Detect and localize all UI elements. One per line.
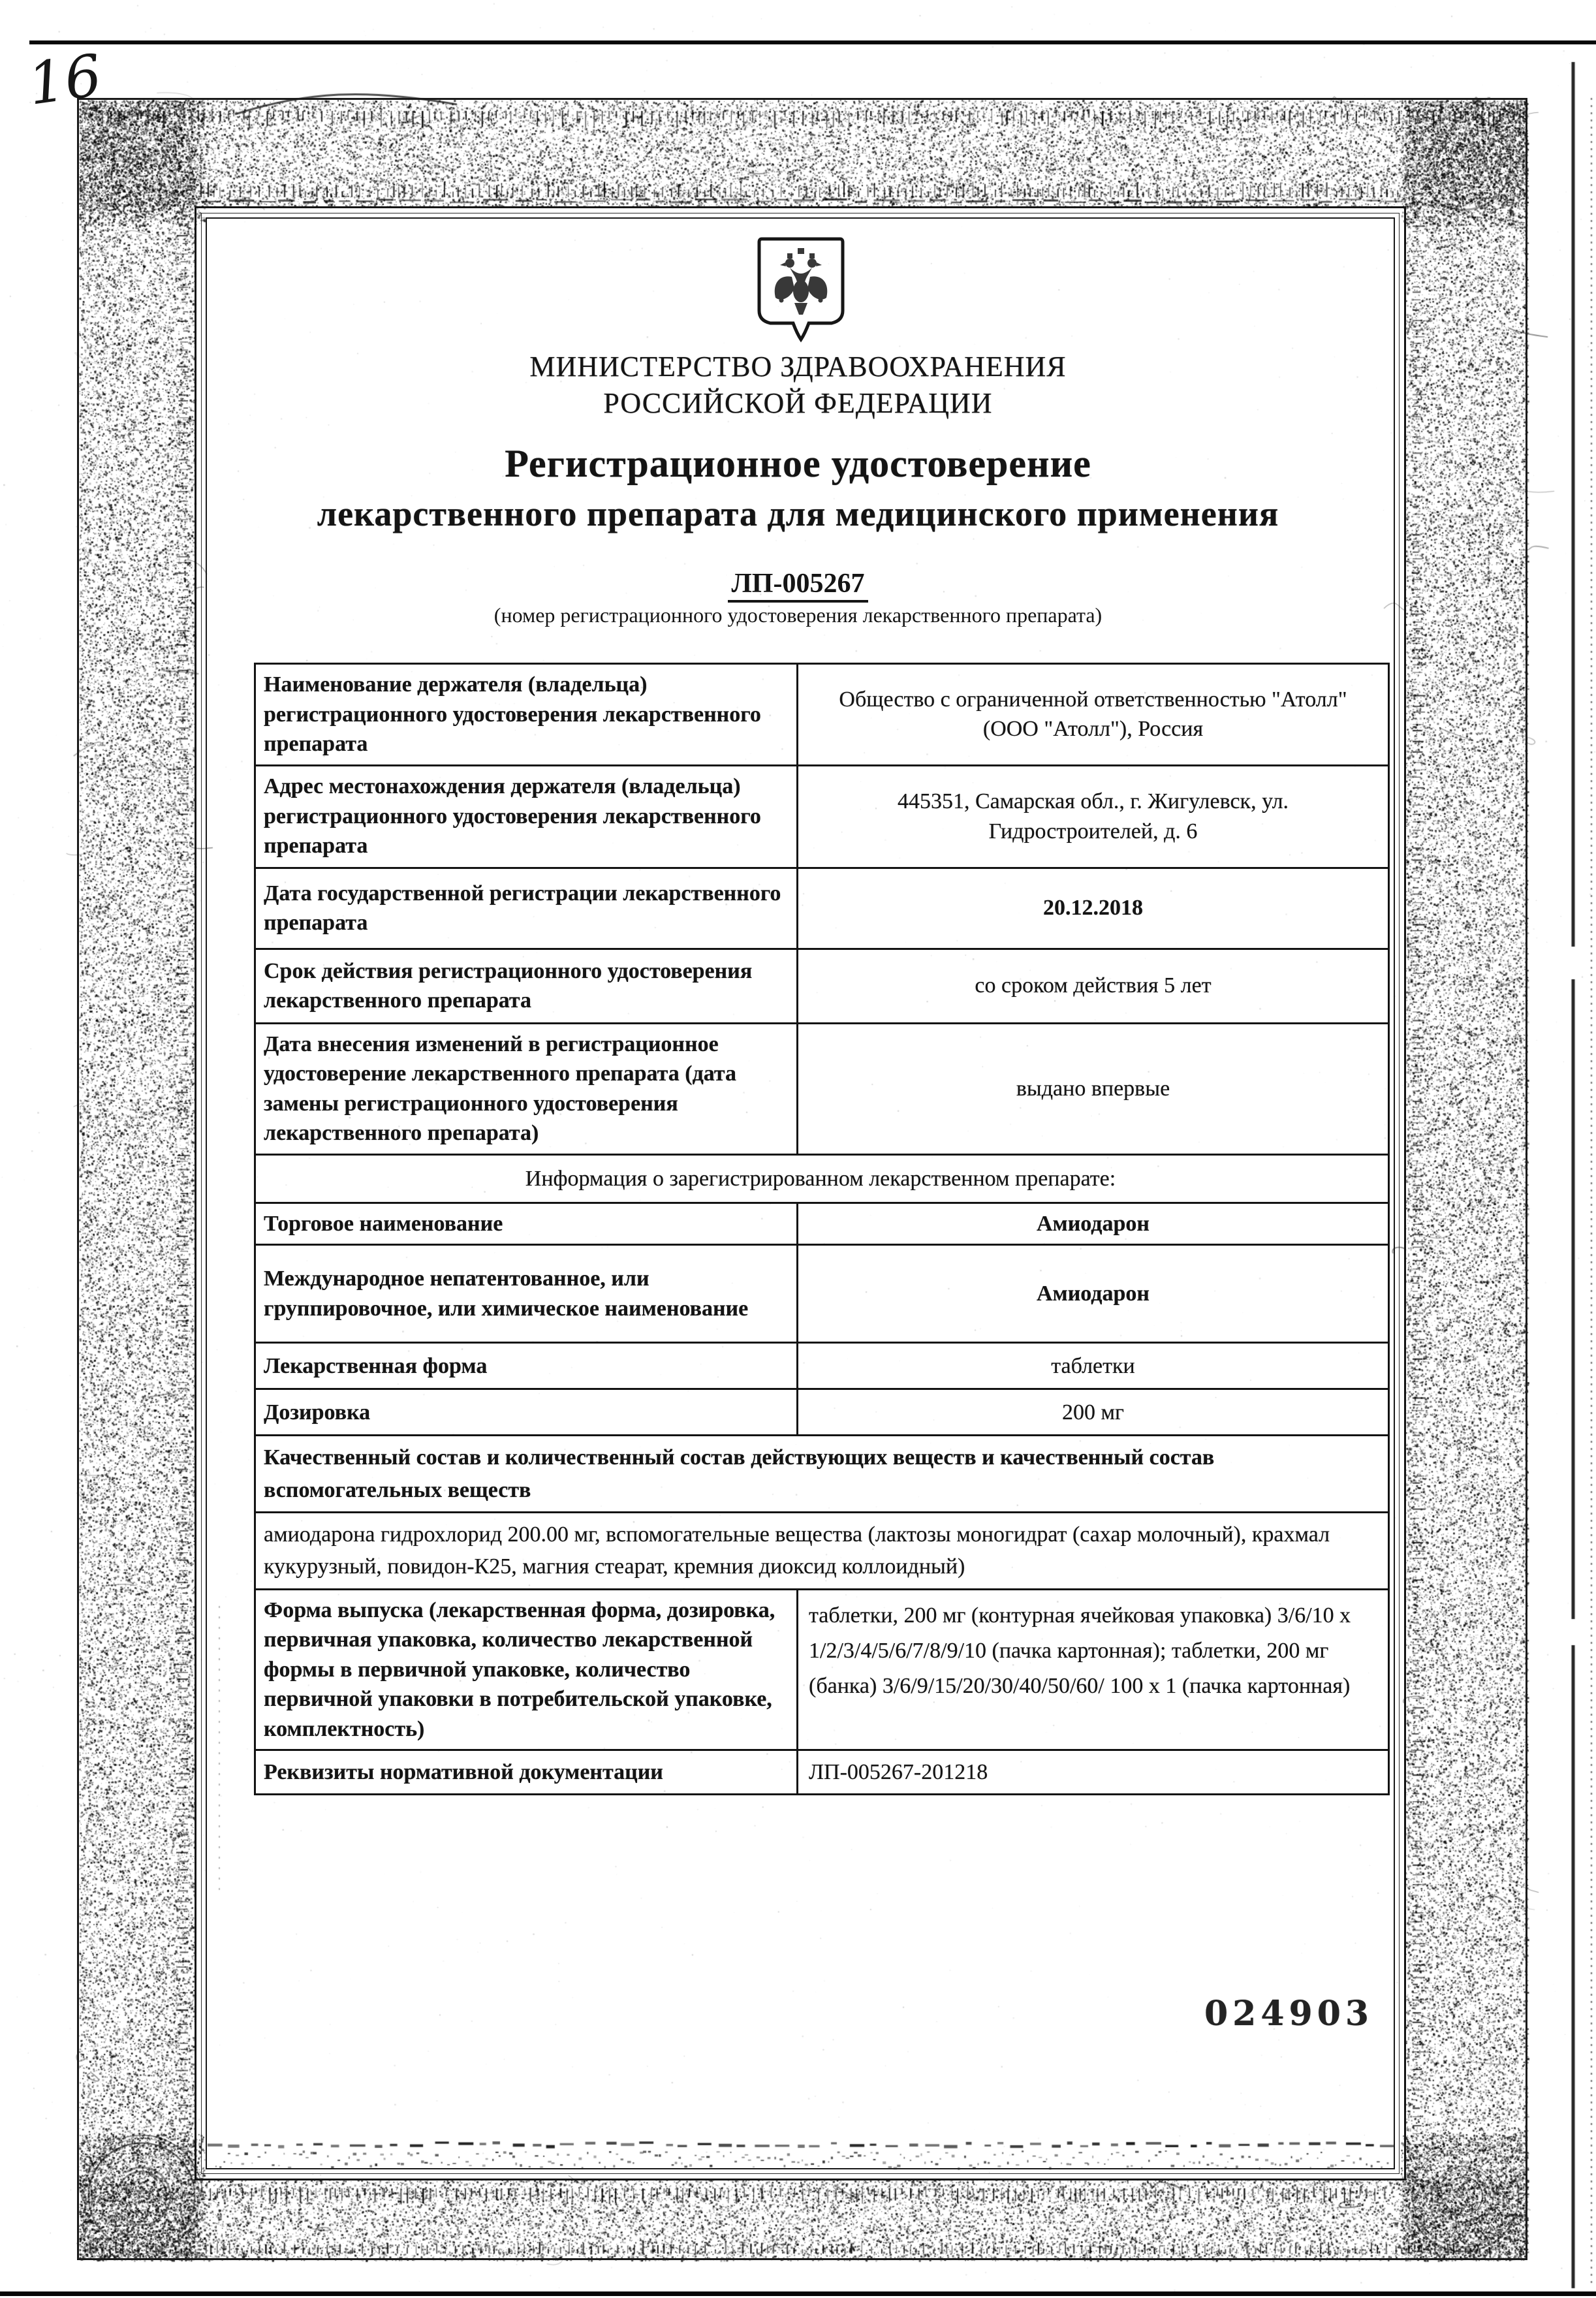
- row-label: Дозировка: [256, 1390, 798, 1434]
- table-row-dosage-form: [256, 1342, 1388, 1388]
- ministry-heading: [0, 349, 1596, 422]
- table-composition-header: Качественный состав и количественный состав действующих веществ и качественный состав вспомогательных веществ: [256, 1434, 1388, 1511]
- row-value: 200 мг: [1062, 1400, 1124, 1424]
- table-row-inn-name: [256, 1244, 1388, 1342]
- ministry-line-1: МИНИСТЕРСТВО ЗДРАВООХРАНЕНИЯ: [529, 351, 1067, 383]
- row-value: 20.12.2018: [1043, 896, 1143, 921]
- row-value: таблетки, 200 мг (контурная ячейковая упаковка) 3/6/10 х 1/2/3/4/5/6/7/8/9/10 (пачка картонная); таблетки, 200 мг (банка) 3/6/9/15/20/30/40/50/60/ 100 х 1 (пачка картонная): [809, 1603, 1351, 1699]
- row-label: Наименование держателя (владельца) регистрационного удостоверения лекарственного препарата: [256, 665, 798, 764]
- row-value: 445351, Самарская обл., г. Жигулевск, ул. Гидростроителей, д. 6: [897, 789, 1289, 843]
- document-title-line-2: лекарственного препарата для медицинского применения: [317, 494, 1279, 533]
- table-row-amendment-date: [256, 1022, 1388, 1154]
- row-label: Дата государственной регистрации лекарственного препарата: [256, 869, 798, 948]
- row-value: со сроком действия 5 лет: [975, 973, 1212, 998]
- row-label: Срок действия регистрационного удостоверения лекарственного препарата: [256, 950, 798, 1022]
- table-section-header: Информация о зарегистрированном лекарственном препарате:: [256, 1154, 1388, 1202]
- certificate-serial-stamp: 024903: [1204, 1994, 1374, 2034]
- row-value: ЛП-005267-201218: [809, 1760, 988, 1785]
- row-value: таблетки: [1051, 1353, 1135, 1378]
- table-row-release-form: [256, 1588, 1388, 1750]
- handwritten-page-mark: [20, 39, 131, 131]
- row-label: Адрес местонахождения держателя (владельца) регистрационного удостоверения лекарственного препарата: [256, 766, 798, 867]
- row-label: Международное непатентованное, или группировочное, или химическое наименование: [256, 1246, 798, 1342]
- row-value: Амиодарон: [1036, 1211, 1150, 1236]
- ministry-line-2: РОССИЙСКОЙ ФЕДЕРАЦИИ: [603, 386, 993, 419]
- table-row-registration-date: [256, 867, 1388, 948]
- registration-number-caption: (номер регистрационного удостоверения лекарственного препарата): [493, 603, 1103, 627]
- table-row-dosage: [256, 1388, 1388, 1434]
- table-row-trade-name: [256, 1202, 1388, 1244]
- double-headed-eagle: [775, 248, 828, 315]
- handwritten-mark-text: 16: [23, 41, 106, 118]
- table-row-holder-address: [256, 764, 1388, 867]
- scan-top-rule: [29, 40, 1596, 44]
- row-value: Общество с ограниченной ответственностью "Атолл" (ООО "Атолл"), Россия: [839, 687, 1347, 742]
- row-label: Реквизиты нормативной документации: [256, 1751, 798, 1793]
- table-row-validity-period: [256, 948, 1388, 1022]
- row-label: Форма выпуска (лекарственная форма, дозировка, первичная упаковка, количество лекарственной формы в первичной упаковке, количество первичной упаковки в потребительской упаковке, комплектность): [256, 1590, 798, 1750]
- registration-number: ЛП-005267: [0, 568, 1596, 599]
- document-title-line-1: Регистрационное удостоверение: [505, 442, 1091, 485]
- russia-coat-of-arms-icon: [754, 235, 848, 343]
- table-row-holder-name: [256, 665, 1388, 764]
- row-label: Торговое наименование: [256, 1204, 798, 1244]
- row-value: выдано впервые: [1016, 1076, 1170, 1101]
- table-row-normative-docs: [256, 1749, 1388, 1793]
- row-value: Амиодарон: [1036, 1282, 1150, 1306]
- table-composition-text: амиодарона гидрохлорид 200.00 мг, вспомогательные вещества (лактозы моногидрат (сахар молочный), крахмал кукурузный, повидон-К25, магния стеарат, кремния диоксид коллоидный): [256, 1511, 1388, 1588]
- row-label: Дата внесения изменений в регистрационное удостоверение лекарственного препарата (дата замены регистрационного удостоверения лекарственного препарата): [256, 1024, 798, 1154]
- scan-bottom-rule: [0, 2291, 1596, 2296]
- row-label: Лекарственная форма: [256, 1344, 798, 1388]
- certificate-table: [254, 663, 1390, 1795]
